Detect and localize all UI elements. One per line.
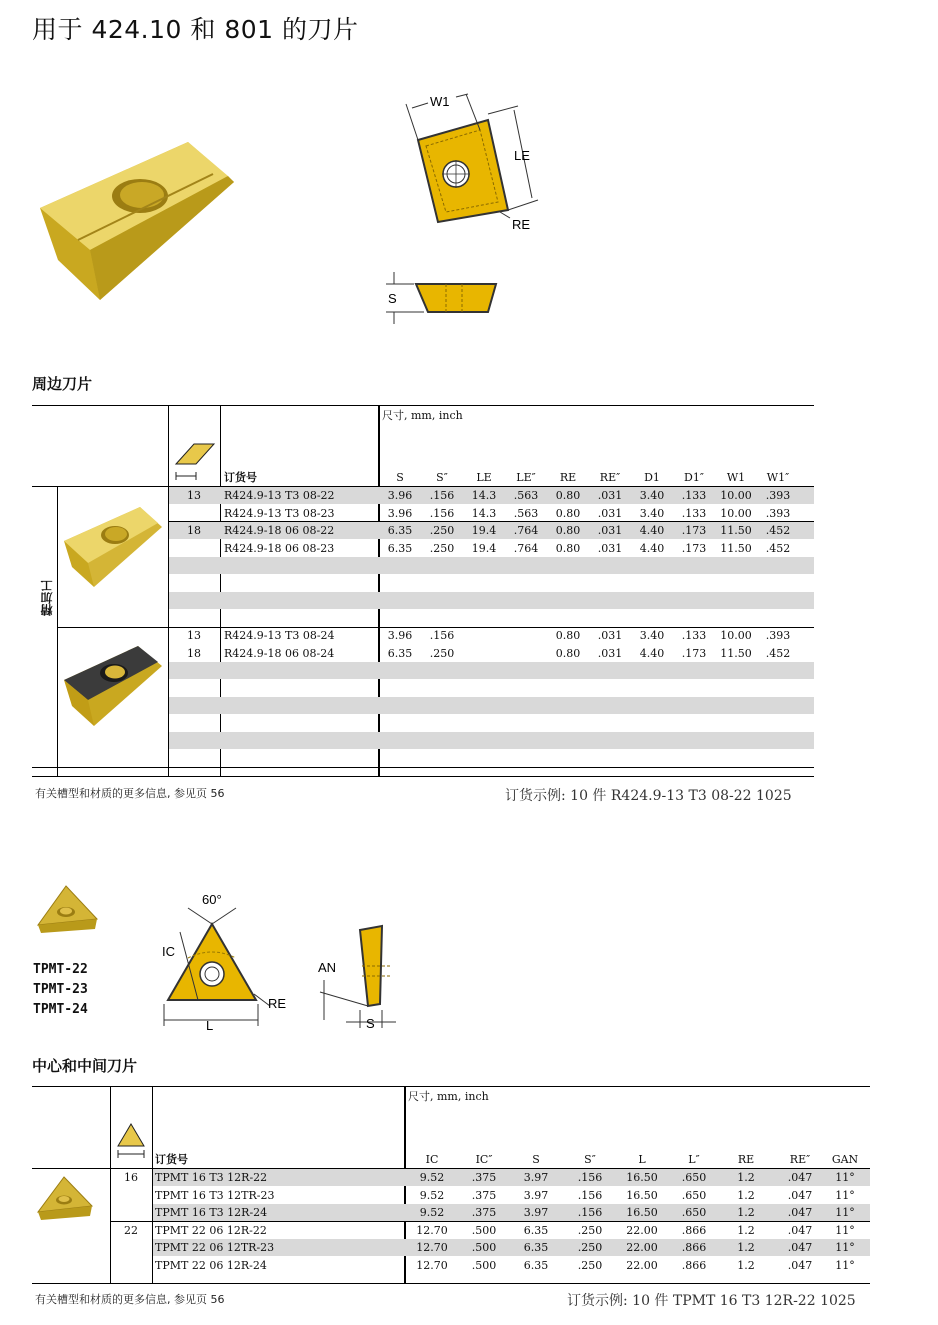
page-title: 用于 424.10 和 801 的刀片: [32, 15, 359, 44]
section2-note: 有关槽型和材质的更多信息, 参见页 56: [35, 1293, 225, 1306]
value-cell: 3.96: [387, 489, 413, 502]
value-cell: 11°: [835, 1206, 855, 1219]
square-insert-icon: [172, 440, 218, 482]
col-header-4: RE: [559, 471, 577, 484]
value-cell: .156: [429, 506, 455, 520]
value-cell: .500: [471, 1241, 497, 1254]
value-cell: 3.40: [639, 489, 665, 502]
value-cell: .452: [765, 524, 791, 537]
value-cell: .375: [471, 1188, 497, 1202]
value-cell: .866: [681, 1223, 707, 1237]
order-code: R424.9-18 06 08-23: [224, 541, 335, 555]
col-header-6: D1: [644, 471, 660, 484]
value-cell: .031: [597, 646, 623, 660]
value-cell: 3.96: [387, 629, 413, 642]
value-cell: 6.35: [523, 1223, 549, 1237]
section-heading-peripheral: 周边刀片: [32, 375, 93, 393]
col-header-5: L″: [688, 1153, 700, 1166]
value-cell: 12.70: [416, 1258, 448, 1272]
value-cell: 14.3: [471, 506, 497, 520]
insert-side-view-diagram: [384, 268, 504, 328]
coated-insert-image: [62, 642, 164, 728]
value-cell: 6.35: [523, 1241, 549, 1254]
col-header-8: GAN: [831, 1153, 859, 1166]
value-cell: 11.50: [720, 646, 752, 660]
value-cell: 3.40: [639, 629, 665, 642]
value-cell: 6.35: [523, 1258, 549, 1272]
value-cell: .031: [597, 489, 623, 502]
value-cell: .250: [429, 524, 455, 537]
value-cell: .047: [787, 1258, 813, 1272]
value-cell: 11°: [835, 1258, 855, 1272]
order-code: R424.9-18 06 08-22: [224, 524, 335, 537]
value-cell: .866: [681, 1258, 707, 1272]
value-cell: 16.50: [626, 1188, 658, 1202]
value-cell: 4.40: [639, 541, 665, 555]
value-cell: .047: [787, 1188, 813, 1202]
value-cell: .764: [513, 524, 539, 537]
order-code: TPMT 22 06 12TR-23: [155, 1241, 275, 1254]
value-cell: .173: [681, 524, 707, 537]
section1-note: 有关槽型和材质的更多信息, 参见页 56: [35, 787, 225, 800]
value-cell: 11°: [835, 1241, 855, 1254]
le-label: LE: [514, 148, 530, 163]
value-cell: .031: [597, 524, 623, 537]
col-header-0: IC: [425, 1153, 439, 1166]
order-code: R424.9-13 T3 08-24: [224, 629, 335, 642]
value-cell: .250: [577, 1258, 603, 1272]
order-code: TPMT 22 06 12R-22: [155, 1223, 267, 1237]
value-cell: 0.80: [555, 541, 581, 555]
value-cell: .133: [681, 506, 707, 520]
order-column-header-2: 订货号: [155, 1153, 188, 1166]
col-header-7: D1″: [684, 471, 704, 484]
col-header-2: LE: [476, 471, 492, 484]
value-cell: .031: [597, 541, 623, 555]
insert-size: 16: [124, 1171, 138, 1184]
value-cell: 10.00: [720, 629, 752, 642]
value-cell: 4.40: [639, 524, 665, 537]
section2-order-example: 订货示例: 10 件 TPMT 16 T3 12R-22 1025: [567, 1293, 856, 1309]
dims-label-2: 尺寸, mm, inch: [408, 1090, 489, 1103]
value-cell: 22.00: [626, 1258, 658, 1272]
value-cell: 11°: [835, 1223, 855, 1237]
value-cell: 22.00: [626, 1223, 658, 1237]
value-cell: .047: [787, 1206, 813, 1219]
value-cell: 6.35: [387, 646, 413, 660]
value-cell: 1.2: [737, 1241, 755, 1254]
col-header-3: S″: [584, 1153, 596, 1166]
insert-size: 18: [187, 524, 201, 537]
value-cell: 0.80: [555, 524, 581, 537]
value-cell: .650: [681, 1171, 707, 1184]
value-cell: .563: [513, 506, 539, 520]
square-insert-image: [38, 140, 238, 302]
triangle-insert-diagram: [158, 888, 294, 1032]
tpmt-24-label: TPMT-24: [33, 1002, 88, 1017]
value-cell: .250: [577, 1223, 603, 1237]
value-cell: 10.00: [720, 489, 752, 502]
order-code: R424.9-13 T3 08-23: [224, 506, 335, 520]
value-cell: 6.35: [387, 541, 413, 555]
angle-label: 60°: [202, 892, 222, 907]
value-cell: 6.35: [387, 524, 413, 537]
value-cell: .250: [577, 1241, 603, 1254]
value-cell: 1.2: [737, 1223, 755, 1237]
value-cell: .393: [765, 629, 791, 642]
value-cell: 3.96: [387, 506, 413, 520]
ic-label: IC: [162, 944, 175, 959]
value-cell: 11.50: [720, 524, 752, 537]
value-cell: .156: [577, 1171, 603, 1184]
value-cell: .047: [787, 1241, 813, 1254]
value-cell: 4.40: [639, 646, 665, 660]
dims-label: 尺寸, mm, inch: [382, 409, 463, 422]
value-cell: .250: [429, 646, 455, 660]
value-cell: 0.80: [555, 646, 581, 660]
insert-size: 13: [187, 629, 201, 642]
tpmt-23-label: TPMT-23: [33, 982, 88, 997]
value-cell: 3.40: [639, 506, 665, 520]
col-header-5: RE″: [599, 471, 621, 484]
order-column-header: 订货号: [224, 471, 257, 484]
col-header-2: S: [532, 1153, 540, 1166]
col-header-3: LE″: [516, 471, 536, 484]
value-cell: .393: [765, 489, 791, 502]
value-cell: .375: [471, 1206, 497, 1219]
triangle-side-view-diagram: [316, 920, 406, 1032]
value-cell: 16.50: [626, 1206, 658, 1219]
col-header-9: W1″: [766, 471, 790, 484]
section-heading-center: 中心和中间刀片: [32, 1057, 138, 1075]
value-cell: .452: [765, 541, 791, 555]
col-header-1: S″: [436, 471, 448, 484]
value-cell: .156: [577, 1206, 603, 1219]
section1-order-example: 订货示例: 10 件 R424.9-13 T3 08-22 1025: [505, 788, 792, 804]
value-cell: 3.97: [523, 1206, 549, 1219]
value-cell: 11.50: [720, 541, 752, 555]
value-cell: 1.2: [737, 1171, 755, 1184]
value-cell: .133: [681, 629, 707, 642]
value-cell: .500: [471, 1258, 497, 1272]
triangle-insert-icon: [114, 1120, 148, 1164]
value-cell: .047: [787, 1223, 813, 1237]
value-cell: 9.52: [419, 1171, 445, 1184]
value-cell: .563: [513, 489, 539, 502]
order-code: TPMT 22 06 12R-24: [155, 1258, 267, 1272]
value-cell: 11°: [835, 1171, 855, 1184]
value-cell: .250: [429, 541, 455, 555]
tpmt-22-label: TPMT-22: [33, 962, 88, 977]
w1-label: W1: [430, 94, 450, 109]
value-cell: 0.80: [555, 629, 581, 642]
value-cell: .866: [681, 1241, 707, 1254]
value-cell: 0.80: [555, 489, 581, 502]
col-header-1: IC″: [475, 1153, 493, 1166]
value-cell: .764: [513, 541, 539, 555]
value-cell: .452: [765, 646, 791, 660]
value-cell: 1.2: [737, 1258, 755, 1272]
value-cell: .650: [681, 1188, 707, 1202]
l-label: L: [206, 1018, 214, 1032]
re2-label: RE: [268, 996, 287, 1011]
value-cell: .133: [681, 489, 707, 502]
value-cell: 12.70: [416, 1223, 448, 1237]
order-code: TPMT 16 T3 12R-22: [155, 1171, 268, 1184]
value-cell: .173: [681, 541, 707, 555]
re-label: RE: [512, 217, 531, 232]
value-cell: 19.4: [471, 541, 497, 555]
value-cell: 16.50: [626, 1171, 658, 1184]
value-cell: .650: [681, 1206, 707, 1219]
col-header-0: S: [396, 471, 404, 484]
order-code: R424.9-18 06 08-24: [224, 646, 335, 660]
insert-size: 13: [187, 489, 201, 502]
finishing-insert-image: [62, 505, 164, 589]
an-label: AN: [318, 960, 337, 975]
value-cell: .031: [597, 629, 623, 642]
finishing-label: 精加工: [40, 580, 54, 616]
insert-top-view-diagram: [398, 92, 548, 232]
value-cell: 19.4: [471, 524, 497, 537]
value-cell: .156: [577, 1188, 603, 1202]
value-cell: 3.97: [523, 1171, 549, 1184]
value-cell: .156: [429, 629, 455, 642]
tpmt-insert-image: [33, 883, 99, 935]
value-cell: .393: [765, 506, 791, 520]
value-cell: 12.70: [416, 1241, 448, 1254]
value-cell: 11°: [835, 1188, 855, 1202]
value-cell: .375: [471, 1171, 497, 1184]
value-cell: .173: [681, 646, 707, 660]
value-cell: 1.2: [737, 1188, 755, 1202]
order-code: TPMT 16 T3 12R-24: [155, 1206, 268, 1219]
value-cell: .031: [597, 506, 623, 520]
order-code: R424.9-13 T3 08-22: [224, 489, 335, 502]
col-header-8: W1: [726, 471, 746, 484]
s2-label: S: [366, 1016, 375, 1031]
value-cell: 9.52: [419, 1188, 445, 1202]
value-cell: 10.00: [720, 506, 752, 520]
value-cell: .500: [471, 1223, 497, 1237]
value-cell: .047: [787, 1171, 813, 1184]
insert-size: 18: [187, 646, 201, 660]
value-cell: 1.2: [737, 1206, 755, 1219]
order-code: TPMT 16 T3 12TR-23: [155, 1188, 275, 1202]
value-cell: 0.80: [555, 506, 581, 520]
col-header-6: RE: [737, 1153, 755, 1166]
s-label: S: [388, 291, 397, 306]
col-header-4: L: [638, 1153, 646, 1166]
value-cell: 22.00: [626, 1241, 658, 1254]
value-cell: 9.52: [419, 1206, 445, 1219]
col-header-7: RE″: [789, 1153, 811, 1166]
insert-size: 22: [124, 1223, 138, 1237]
value-cell: 3.97: [523, 1188, 549, 1202]
value-cell: .156: [429, 489, 455, 502]
tpmt-table-insert-image: [34, 1174, 94, 1222]
value-cell: 14.3: [471, 489, 497, 502]
